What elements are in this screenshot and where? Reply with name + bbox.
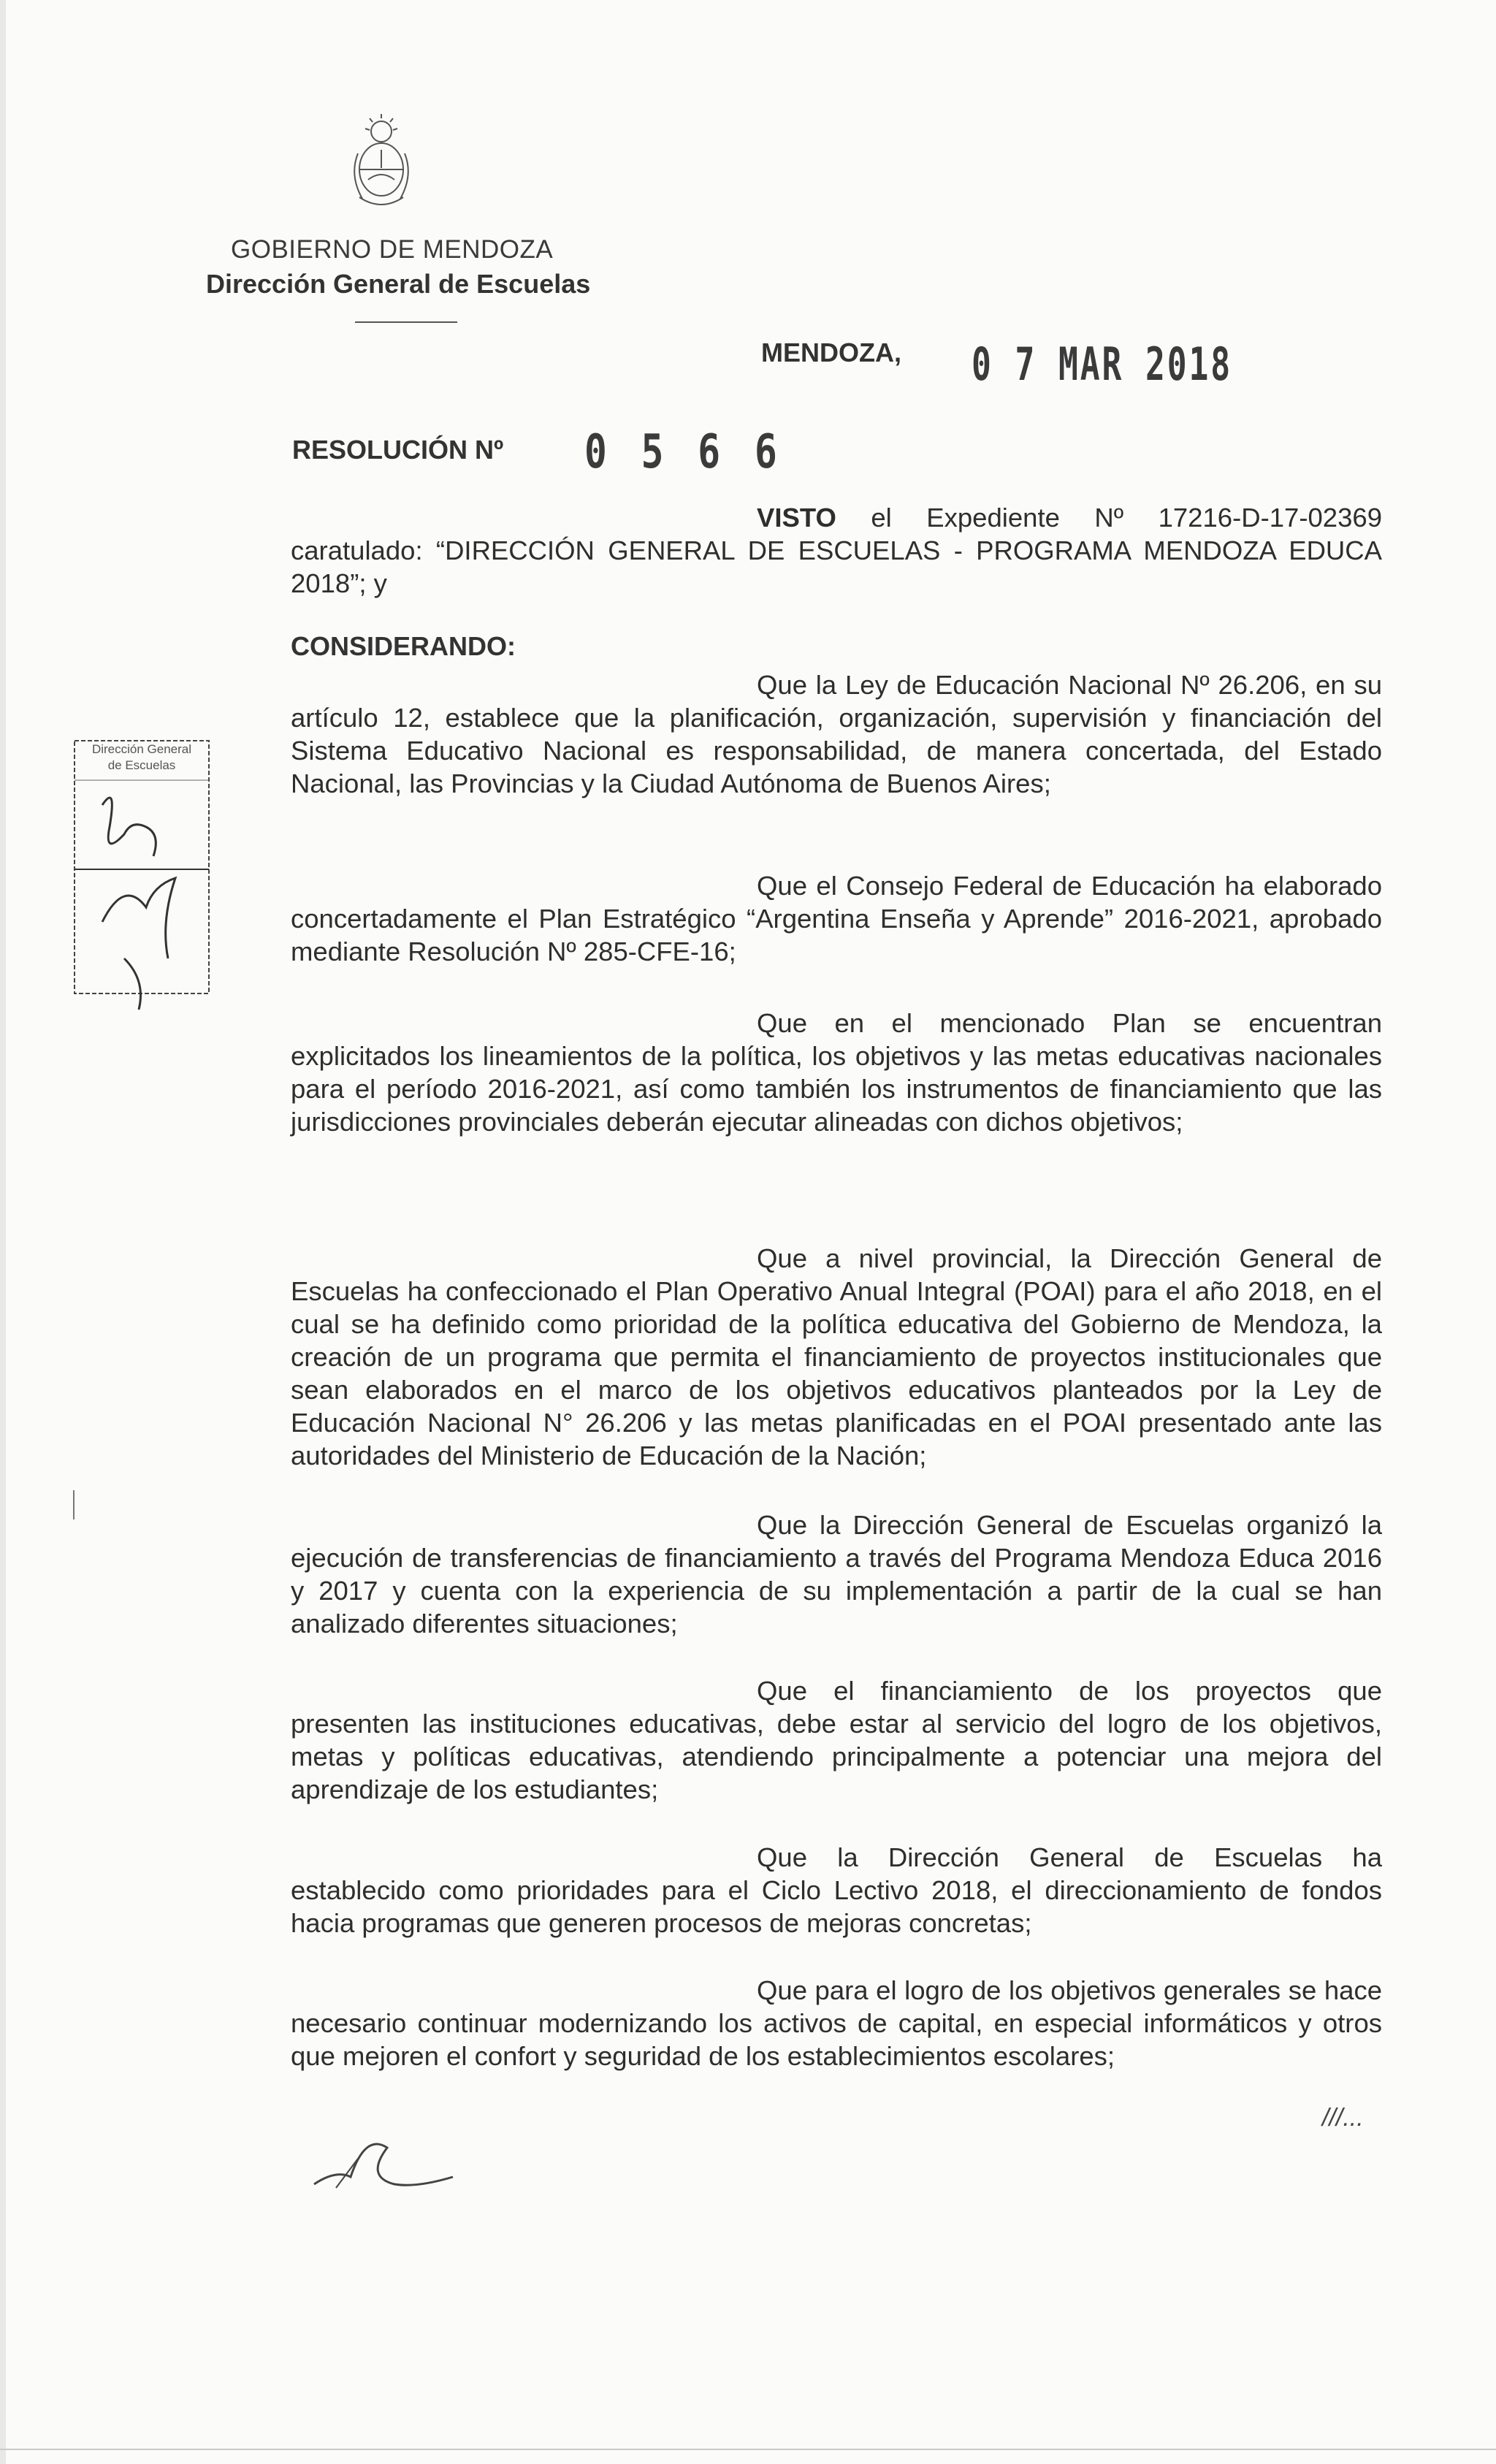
paragraph-3: Que en el mencionado Plan se encuentran explicitados los lineamientos de la política, los objetivos y las metas educativas nacionales para el período 2016-2021, así como también los instrumentos de financiamiento que las jurisdicciones provinciales deberán ejecutar alineadas con dichos objetivos; xyxy=(291,1008,1382,1137)
margin-mark xyxy=(73,1490,75,1519)
coat-of-arms-icon xyxy=(337,110,425,219)
paragraph-5: Que la Dirección General de Escuelas organizó la ejecución de transferencias de financiamiento a través del Programa Mendoza Educa 2016 y 2017 y cuenta con la experiencia de su implementación a partir de la cual se han analizado diferentes situaciones; xyxy=(291,1510,1382,1639)
paragraph-2: Que el Consejo Federal de Educación ha elaborado concertadamente el Plan Estratégico “Argentina Enseña y Aprende” 2016-2021, aprobado mediante Resolución Nº 285-CFE-16; xyxy=(291,871,1382,966)
side-stamp-label xyxy=(79,741,205,774)
scan-edge xyxy=(0,0,6,2464)
visto-paragraph xyxy=(291,501,1382,600)
office-name: Dirección General de Escuelas xyxy=(206,269,591,299)
header-divider xyxy=(355,321,457,323)
scan-bottom-edge xyxy=(0,2449,1496,2450)
date-stamp: 0 7 MAR 2018 xyxy=(972,337,1233,391)
visto-text: el Expediente Nº 17216-D-17-02369 caratulado: “DIRECCIÓN GENERAL DE ESCUELAS - PROGRAMA MENDOZA EDUCA 2018”; y xyxy=(291,503,1382,598)
side-stamp-line2: de Escuelas xyxy=(107,758,176,772)
considerando-heading: CONSIDERANDO: xyxy=(291,631,516,661)
paragraph-8: Que para el logro de los objetivos generales se hace necesario continuar modernizando los activos de capital, en especial informáticos y otros que mejoren el confort y seguridad de los establecimientos escolares; xyxy=(291,1975,1382,2071)
visto-lead: VISTO xyxy=(757,503,836,533)
city-label: MENDOZA, xyxy=(761,337,901,367)
paragraph-1: Que la Ley de Educación Nacional Nº 26.206, en su artículo 12, establece que la planificación, organización, supervisión y financiación del Sistema Educativo Nacional es responsabilidad, de manera concertada, del Estado Nacional, las Provincias y la Ciudad Autónoma de Buenos Aires; xyxy=(291,670,1382,798)
paragraph-6: Que el financiamiento de los proyectos que presenten las instituciones educativas, debe estar al servicio del logro de los objetivos, metas y políticas educativas, atendiendo principalmente a potenciar una mejora del aprendizaje de los estudiantes; xyxy=(291,1676,1382,1804)
side-stamp-line1: Dirección General xyxy=(91,742,192,756)
government-name: GOBIERNO DE MENDOZA xyxy=(231,235,554,264)
resolution-number: 0 5 6 6 xyxy=(584,425,783,479)
paragraph-4: Que a nivel provincial, la Dirección General de Escuelas ha confeccionado el Plan Operativo Anual Integral (POAI) para el año 2018, en el cual se ha definido como prioridad de la política educativa del Gobierno de Mendoza, la creación de un programa que permita el financiamiento de proyectos institucionales que sean elaborados en el marco de los objetivos educativos planteados por la Ley de Educación Nacional N° 26.206 y las metas planificadas en el POAI presentado ante las autoridades del Ministerio de Educación de la Nación; xyxy=(291,1243,1382,1471)
paragraph-7: Que la Dirección General de Escuelas ha establecido como prioridades para el Ciclo Lectivo 2018, el direccionamiento de fondos hacia programas que generen procesos de mejoras concretas; xyxy=(291,1842,1382,1938)
side-stamp-box xyxy=(73,739,210,1011)
continuation-mark: ///... xyxy=(1322,2104,1364,2132)
resolution-label: RESOLUCIÓN Nº xyxy=(292,435,504,465)
signature-icon xyxy=(307,2118,468,2199)
